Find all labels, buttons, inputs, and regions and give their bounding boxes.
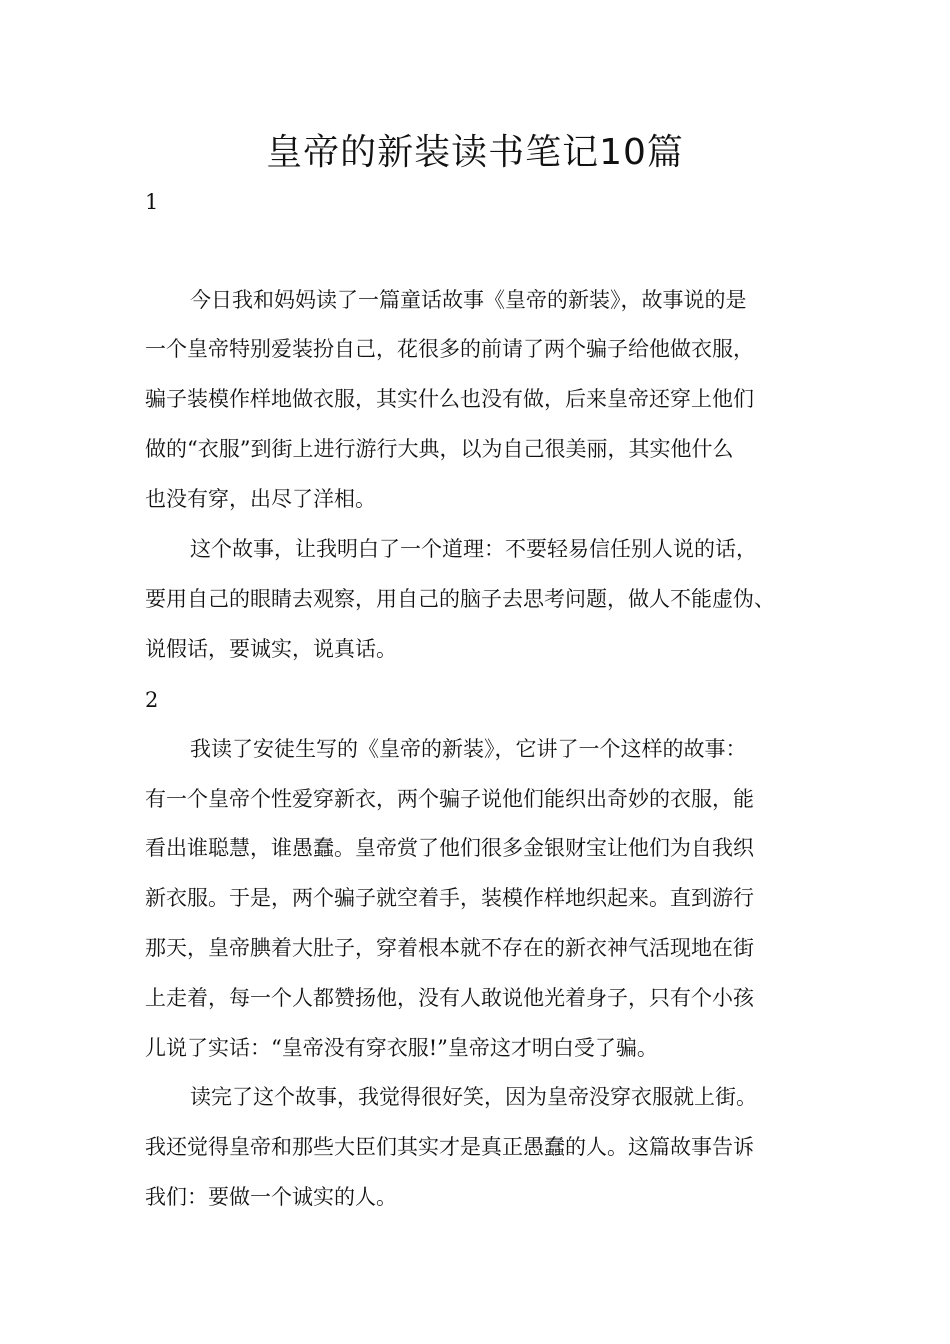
paragraph-line: 读完了这个故事，我觉得很好笑，因为皇帝没穿衣服就上街。 [190, 1085, 757, 1109]
paragraph-line: 新衣服。于是，两个骗子就空着手，装模作样地织起来。直到游行 [145, 886, 754, 910]
paragraph-line: 一个皇帝特别爱装扮自己，花很多的前请了两个骗子给他做衣服， [145, 337, 754, 361]
paragraph-line: 我还觉得皇帝和那些大臣们其实才是真正愚蠢的人。这篇故事告诉 [145, 1135, 754, 1159]
paragraph-line: 也没有穿，出尽了洋相。 [145, 487, 376, 511]
paragraph-line: 我们：要做一个诚实的人。 [145, 1185, 397, 1209]
paragraph-line: 骗子装模作样地做衣服，其实什么也没有做，后来皇帝还穿上他们 [145, 387, 754, 411]
document-title: 皇帝的新装读书笔记10篇 [266, 132, 684, 173]
paragraph-line: 有一个皇帝个性爱穿新衣，两个骗子说他们能织出奇妙的衣服，能 [145, 787, 754, 811]
paragraph-line: 我读了安徒生写的《皇帝的新装》，它讲了一个这样的故事： [190, 737, 747, 761]
section-number: 2 [145, 688, 159, 712]
paragraph-line: 这个故事，让我明白了一个道理：不要轻易信任别人说的话， [190, 537, 757, 561]
paragraph-line: 上走着，每一个人都赞扬他，没有人敢说他光着身子，只有个小孩 [145, 986, 754, 1010]
paragraph-line: 儿说了实话：“皇帝没有穿衣服!”皇帝这才明白受了骗。 [145, 1036, 658, 1060]
paragraph-line: 做的“衣服”到街上进行游行大典，以为自己很美丽，其实他什么 [145, 437, 734, 461]
paragraph-line: 那天，皇帝腆着大肚子，穿着根本就不存在的新衣神气活现地在街 [145, 936, 754, 960]
paragraph-line: 要用自己的眼睛去观察，用自己的脑子去思考问题，做人不能虚伪、 [145, 587, 775, 611]
section-number: 1 [145, 190, 159, 214]
paragraph-line: 看出谁聪慧，谁愚蠢。皇帝赏了他们很多金银财宝让他们为自我织 [145, 836, 754, 860]
paragraph-line: 今日我和妈妈读了一篇童话故事《皇帝的新装》，故事说的是 [190, 288, 747, 312]
paragraph-line: 说假话，要诚实，说真话。 [145, 637, 397, 661]
